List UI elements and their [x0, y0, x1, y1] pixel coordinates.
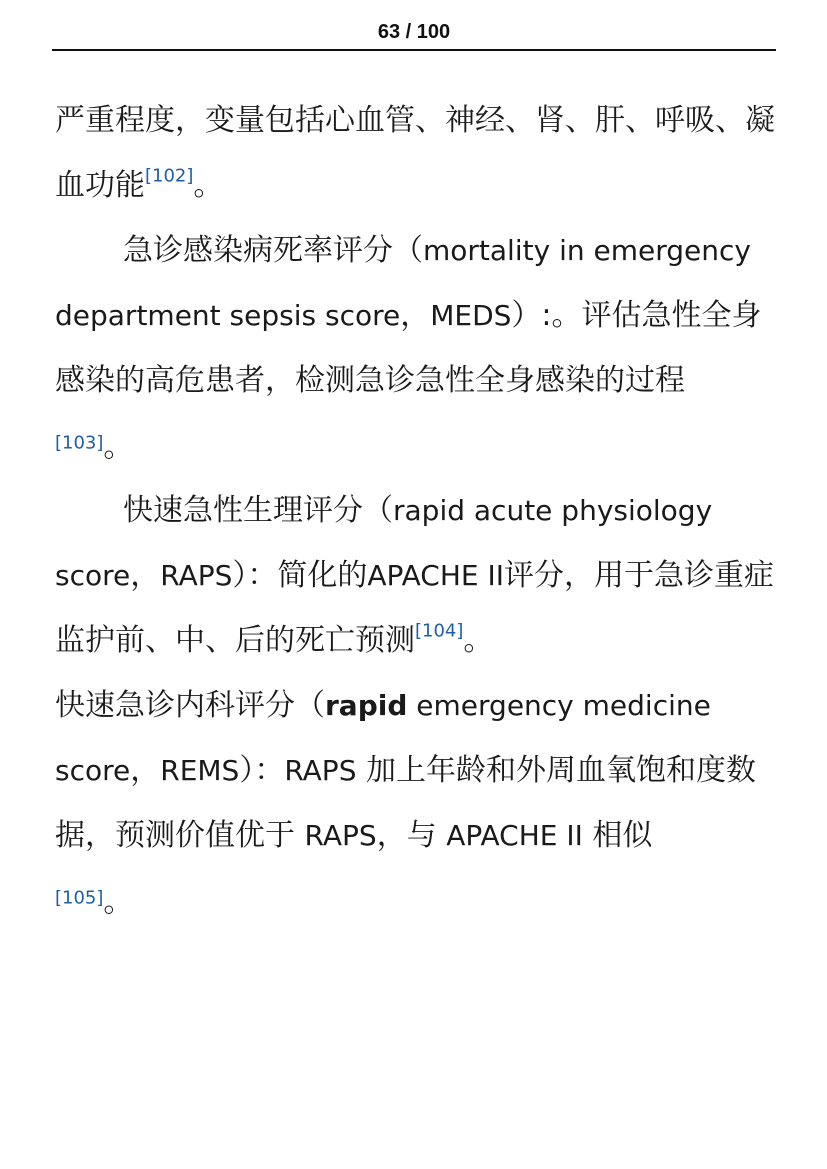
separator: ， — [130, 558, 161, 593]
paragraph-meds — [55, 218, 780, 413]
citation-102[interactable]: [102] — [145, 165, 194, 187]
paragraph-lead: 急诊感染病死率评分（ — [123, 233, 423, 268]
paragraph-organ-variables — [55, 88, 780, 218]
raps-term: RAPS — [304, 819, 377, 852]
paragraph-text: 相似 — [582, 818, 653, 853]
apache-term: APACHE II — [446, 819, 583, 852]
period: 。 — [463, 623, 494, 658]
english-term: mortality in emergency department sepsis score — [55, 234, 751, 332]
period: 。 — [193, 168, 224, 203]
paragraph-rems — [55, 673, 780, 868]
period: 。 — [103, 429, 134, 465]
citation-line — [55, 413, 780, 478]
english-term: emergency medicine score — [55, 689, 711, 787]
paragraph-text: ）:。评估急性全身感染的高危患者，检测急诊急性全身感染的过程 — [55, 298, 762, 398]
page-header — [52, 18, 776, 51]
citation-103[interactable]: [103] — [55, 432, 104, 454]
paragraph-text: 加上年龄和外周血氧饱和度数据，预测价值优于 — [55, 753, 757, 853]
apache-term: APACHE II — [367, 559, 505, 592]
document-body — [55, 88, 780, 933]
abbreviation: REMS — [160, 754, 240, 787]
paragraph-text: 评分，用于急诊重症监护前、中、后的死亡预测 — [55, 558, 775, 658]
abbreviation: MEDS — [430, 299, 512, 332]
separator: ， — [130, 753, 161, 788]
english-term-bold: rapid — [325, 689, 408, 722]
citation-105[interactable]: [105] — [55, 887, 104, 909]
paragraph-text: ）： — [239, 753, 285, 788]
paragraph-text: ）：简化的 — [232, 558, 368, 593]
page-number: 63 / 100 — [377, 21, 451, 43]
separator: ， — [400, 298, 431, 333]
paragraph-text: 严重程度，变量包括心血管、神经、肾、肝、呼吸、凝血功能 — [55, 103, 775, 203]
citation-104[interactable]: [104] — [415, 620, 464, 642]
paragraph-text: ，与 — [376, 818, 447, 853]
period: 。 — [103, 884, 134, 920]
raps-term: RAPS — [284, 754, 357, 787]
citation-line — [55, 868, 780, 933]
paragraph-raps — [55, 478, 780, 673]
paragraph-lead: 快速急诊内科评分（ — [55, 688, 325, 723]
abbreviation: RAPS — [160, 559, 233, 592]
paragraph-lead: 快速急性生理评分（ — [123, 493, 393, 528]
english-term: rapid acute physiology score — [55, 494, 713, 592]
